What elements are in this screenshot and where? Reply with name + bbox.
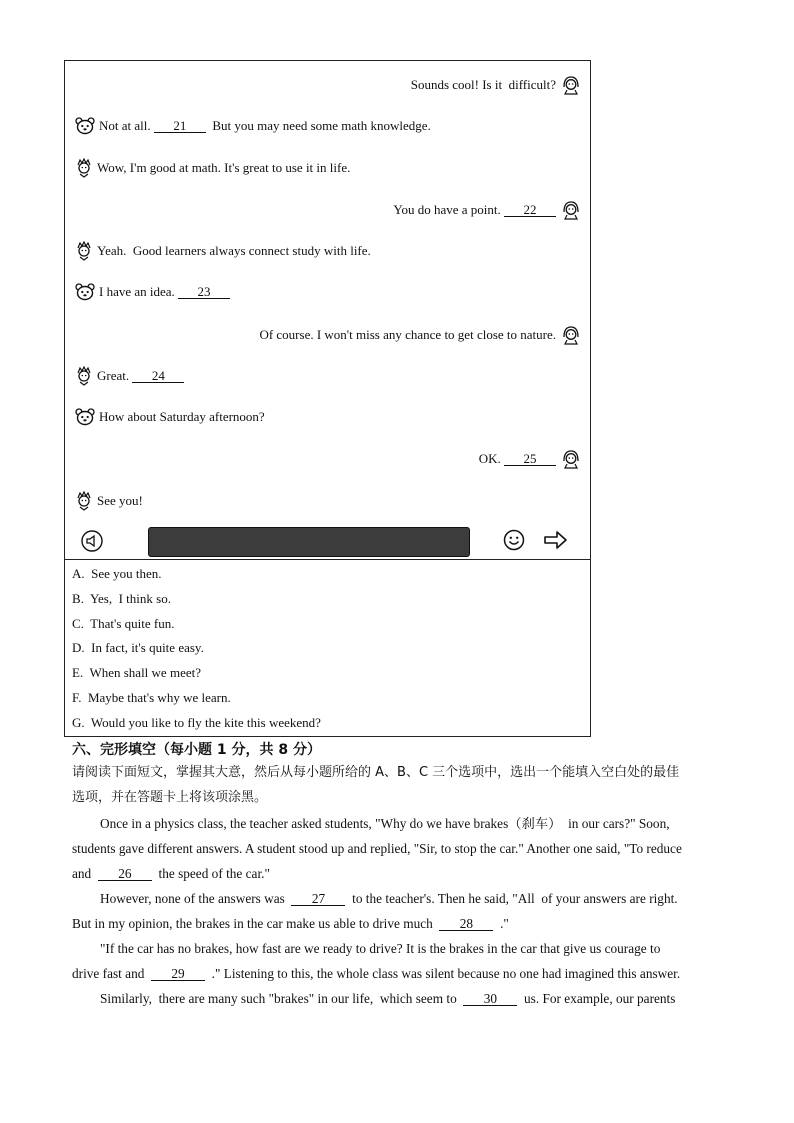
girl-avatar-icon bbox=[562, 449, 580, 469]
chat-message-text: Yeah. Good learners always connect study with life. bbox=[97, 243, 371, 258]
message-input[interactable] bbox=[148, 527, 470, 557]
option-item: G. Would you like to fly the kite this weekend? bbox=[72, 714, 321, 730]
chat-message-text: I have an idea. bbox=[99, 284, 179, 299]
passage-text: Once in a physics class, the teacher asked students, "Why do we have brakes（刹车） in our cars?" Soon, bbox=[100, 816, 670, 831]
chat-message bbox=[75, 408, 265, 426]
passage-line bbox=[72, 965, 680, 983]
option-item: C. That's quite fun. bbox=[72, 615, 175, 631]
answer-blank: 24 bbox=[132, 369, 184, 383]
passage-line bbox=[100, 940, 660, 958]
option-item: F. Maybe that's why we learn. bbox=[72, 690, 231, 705]
bear-avatar-icon bbox=[75, 283, 95, 301]
passage-line bbox=[72, 865, 270, 883]
chat-message-text: Wow, I'm good at math. It's great to use it in life. bbox=[97, 160, 351, 175]
boy-avatar-icon bbox=[75, 241, 93, 261]
answer-blank: 27 bbox=[291, 892, 345, 906]
bear-avatar-icon bbox=[75, 408, 95, 426]
passage-text: Similarly, there are many such "brakes" in our life, which seem to bbox=[100, 991, 464, 1006]
chat-message bbox=[75, 158, 350, 178]
girl-avatar-icon bbox=[562, 200, 580, 220]
passage-text: ." bbox=[493, 916, 509, 931]
chat-message bbox=[75, 491, 143, 511]
passage-text: to the teacher's. Then he said, "All of your answers are right. bbox=[345, 891, 678, 906]
chat-message bbox=[75, 283, 230, 301]
passage-text: "If the car has no brakes, how fast are we ready to drive? It is the brakes in the car that give us courage to bbox=[100, 941, 661, 956]
passage-line bbox=[72, 840, 682, 858]
girl-avatar-icon bbox=[562, 325, 580, 345]
section-title: 六、完形填空（每小题 1 分，共 8 分） bbox=[72, 742, 321, 758]
passage-text: ." Listening to this, the whole class was silent because no one had imagined this answer. bbox=[205, 966, 681, 981]
passage-text: students gave different answers. A student stood up and replied, "Sir, to stop the car." Another one said, "To reduce bbox=[72, 841, 682, 856]
answer-blank: 28 bbox=[439, 917, 493, 931]
section-instruction-line-1: 请阅读下面短文，掌握其大意，然后从每小题所给的 A、B、C 三个选项中，选出一个能填入空白处的最佳 bbox=[72, 765, 680, 780]
passage-text: drive fast and bbox=[72, 966, 152, 981]
passage-text: But in my opinion, the brakes in the car make us able to drive much bbox=[72, 916, 440, 931]
chat-message bbox=[75, 241, 371, 261]
girl-avatar-icon bbox=[562, 75, 580, 95]
passage-line bbox=[100, 990, 675, 1008]
chat-message bbox=[75, 117, 431, 135]
chat-message-text: See you! bbox=[97, 493, 143, 508]
option-item: A. See you then. bbox=[72, 566, 162, 581]
chat-message bbox=[479, 449, 580, 469]
chat-message-text-after: But you may need some math knowledge. bbox=[205, 118, 431, 133]
passage-text: However, none of the answers was bbox=[100, 891, 292, 906]
answer-blank: 23 bbox=[178, 285, 230, 299]
section-instruction-line-2: 选项，并在答题卡上将该项涂黑。 bbox=[72, 790, 268, 805]
passage-line bbox=[72, 915, 509, 933]
boy-avatar-icon bbox=[75, 366, 93, 386]
boy-avatar-icon bbox=[75, 158, 93, 178]
chat-message bbox=[393, 200, 580, 220]
chat-message-text: You do have a point. bbox=[393, 202, 504, 217]
speaker-icon[interactable] bbox=[81, 530, 103, 557]
chat-message-text: Not at all. bbox=[99, 118, 154, 133]
chat-window bbox=[64, 60, 591, 560]
answer-blank: 22 bbox=[504, 203, 556, 217]
option-item: E. When shall we meet? bbox=[72, 665, 201, 681]
chat-message bbox=[411, 75, 580, 95]
chat-toolbar bbox=[65, 523, 590, 559]
chat-message-text: Of course. I won't miss any chance to get close to nature. bbox=[259, 327, 556, 342]
chat-message-text: How about Saturday afternoon? bbox=[99, 409, 265, 424]
passage-text: and bbox=[72, 866, 98, 881]
chat-message bbox=[75, 366, 184, 386]
chat-message bbox=[259, 325, 580, 345]
passage-line bbox=[100, 815, 670, 833]
passage-text: the speed of the car." bbox=[151, 866, 270, 881]
boy-avatar-icon bbox=[75, 491, 93, 511]
passage-line bbox=[100, 890, 678, 908]
bear-avatar-icon bbox=[75, 117, 95, 135]
chat-message-text: Great. bbox=[97, 368, 133, 383]
arrow-right-icon[interactable] bbox=[543, 529, 569, 556]
option-item: B. Yes, I think so. bbox=[72, 590, 171, 606]
answer-blank: 26 bbox=[98, 867, 152, 881]
answer-blank: 25 bbox=[504, 452, 556, 466]
options-box bbox=[64, 560, 591, 737]
chat-message-text: Sounds cool! Is it difficult? bbox=[410, 77, 556, 92]
passage-text: us. For example, our parents bbox=[517, 991, 676, 1006]
option-item: D. In fact, it's quite easy. bbox=[72, 640, 204, 656]
smile-icon[interactable] bbox=[503, 529, 525, 556]
answer-blank: 29 bbox=[151, 967, 205, 981]
answer-blank: 30 bbox=[463, 992, 517, 1006]
answer-blank: 21 bbox=[154, 119, 206, 133]
chat-message-text: OK. bbox=[478, 451, 504, 466]
